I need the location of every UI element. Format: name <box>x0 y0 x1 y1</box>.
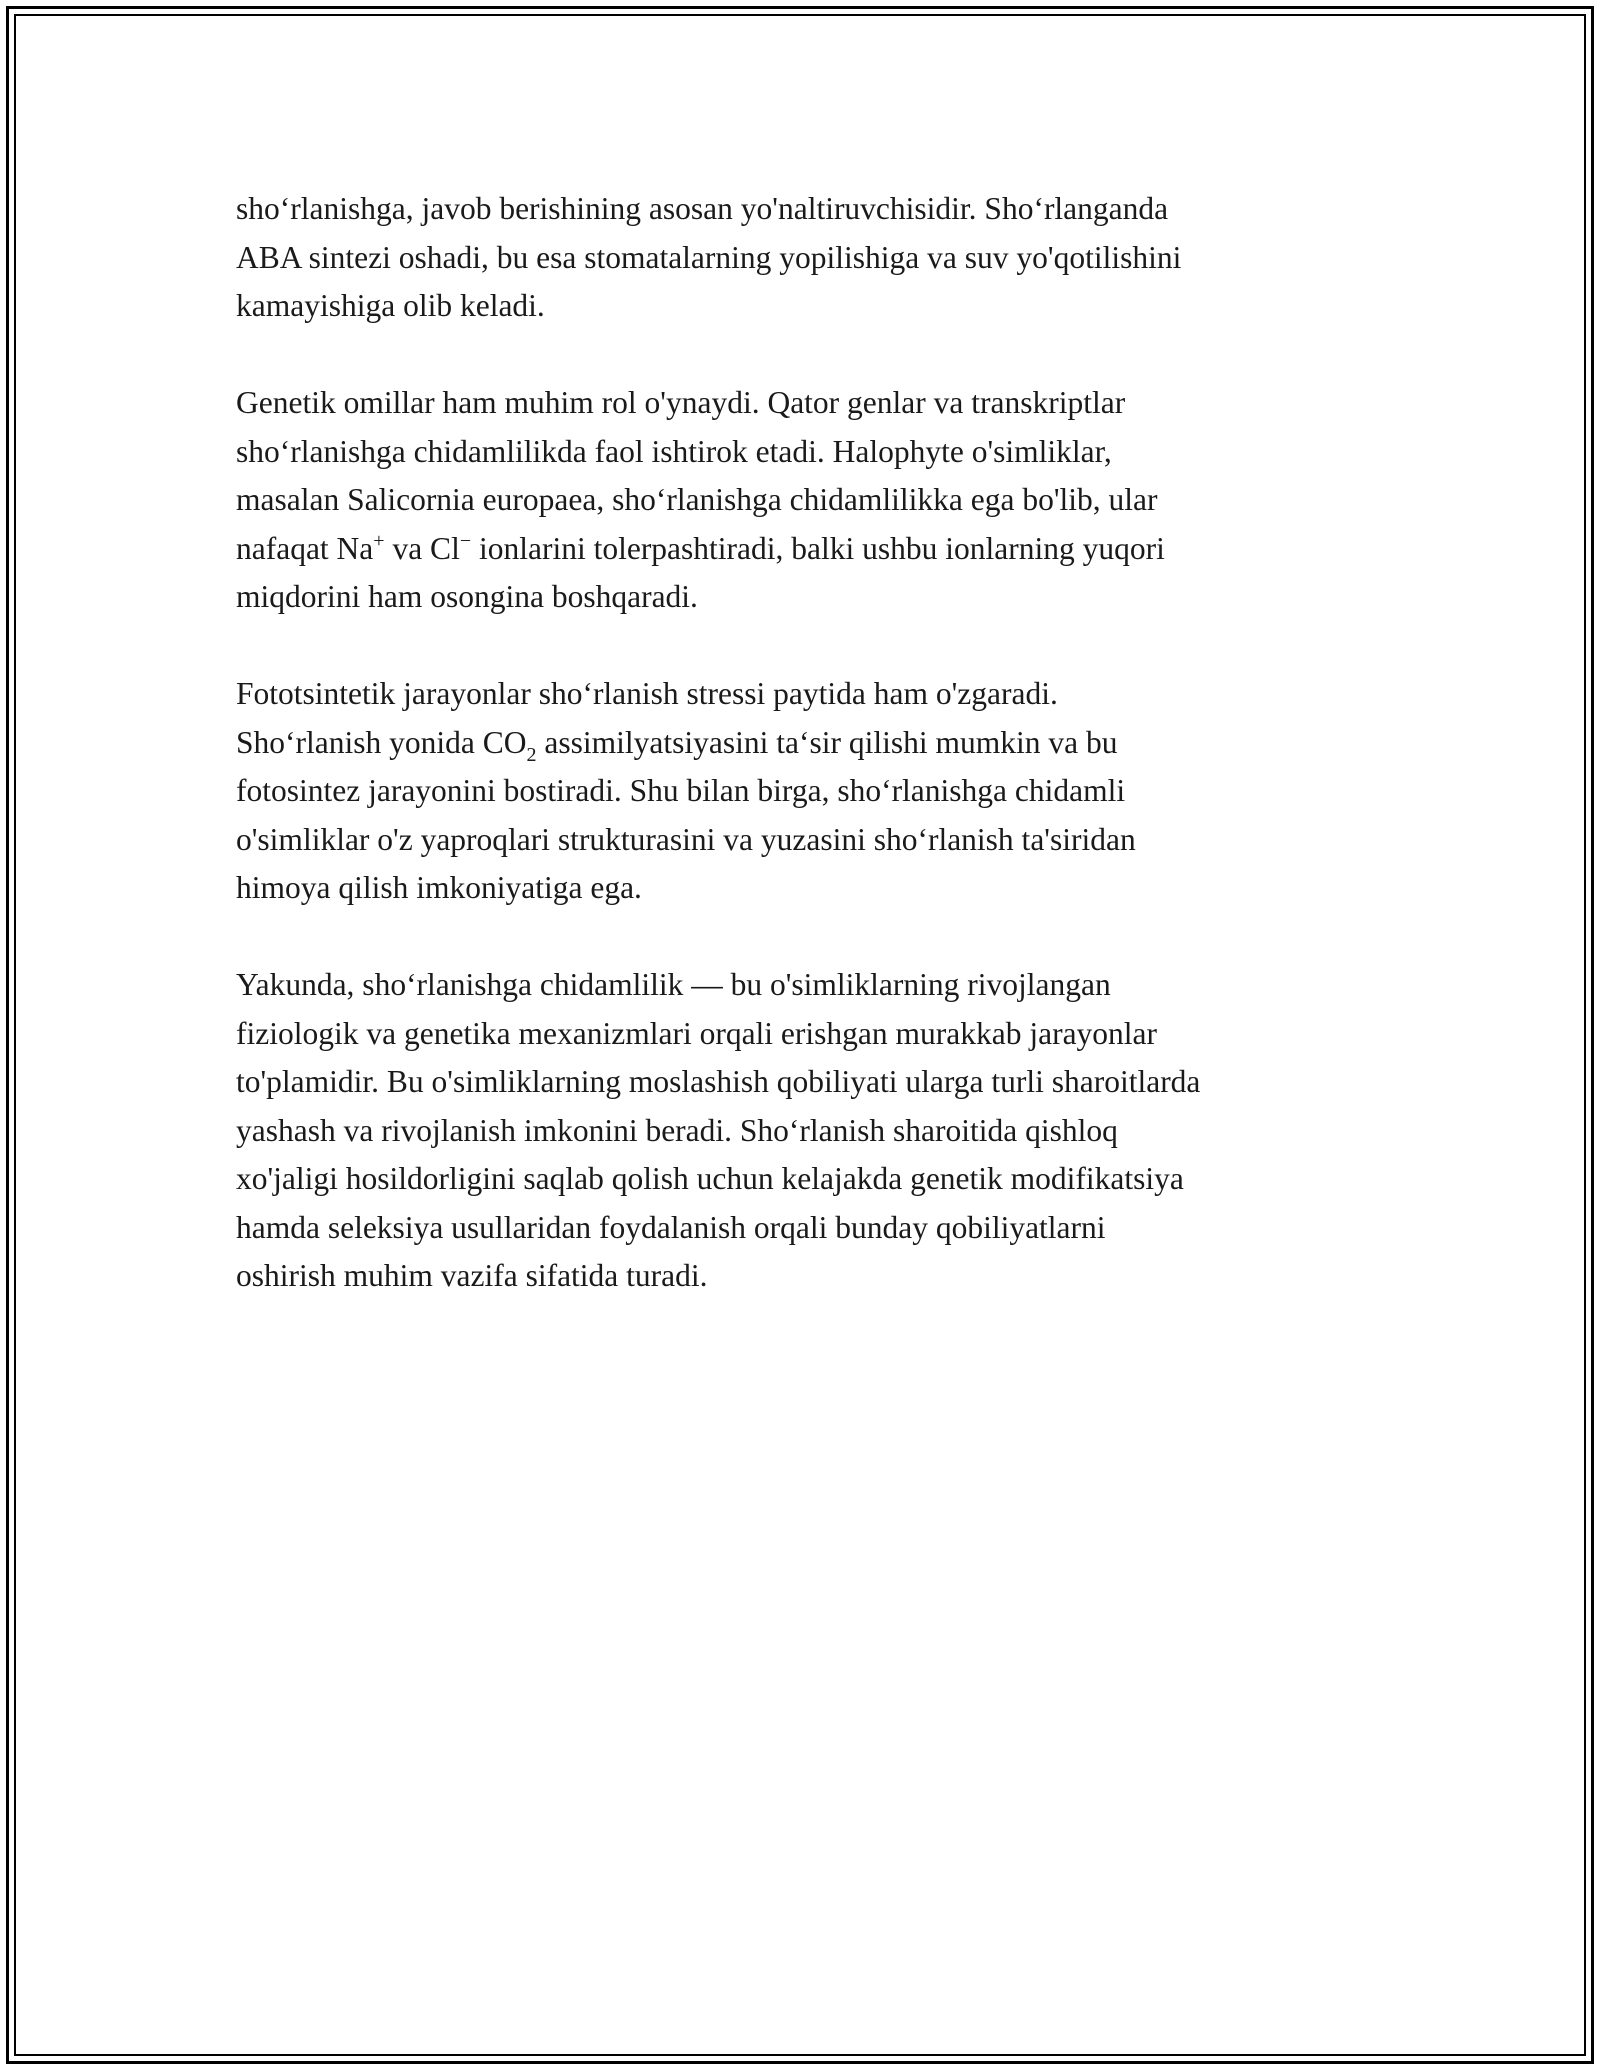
text-line: xo'jaligi hosildorligini saqlab qolish uchun kelajakda genetik modifikatsiya <box>236 1161 1184 1196</box>
text-line-ions <box>236 525 1396 574</box>
text-line: masalan Salicornia europaea, sho‘rlanishga chidamlilikka ega bo'lib, ular <box>236 482 1158 517</box>
text-line: himoya qilish imkoniyatiga ega. <box>236 870 642 905</box>
text-line: hamda seleksiya usullaridan foydalanish orqali bunday qobiliyatlarni <box>236 1209 1106 1245</box>
text-line: sho‘rlanishga, javob berishining asosan yo'naltiruvchisidir. Sho‘rlanganda <box>236 191 1169 226</box>
text-line: oshirish muhim vazifa sifatida turadi. <box>236 1258 708 1293</box>
paragraph-conclusion <box>236 961 1396 1301</box>
co2-text-pre: Sho‘rlanish yonida CO <box>236 724 527 760</box>
ion-text-mid: va Cl <box>384 530 460 566</box>
co2-text-post: assimilyatsiyasini ta‘sir qilishi mumkin va bu <box>536 724 1118 760</box>
text-line: ABA sintezi oshadi, bu esa stomatalarning yopilishiga va suv yo'qotilishini <box>236 239 1182 275</box>
text-line: Fototsintetik jarayonlar sho‘rlanish stressi paytida ham o'zgaradi. <box>236 676 1058 711</box>
text-line-co2 <box>236 719 1396 768</box>
text-line: Genetik omillar ham muhim rol o'ynaydi. Qator genlar va transkriptlar <box>236 385 1126 420</box>
text-line: fotosintez jarayonini bostiradi. Shu bilan birga, sho‘rlanishga chidamli <box>236 773 1126 808</box>
text-line: Yakunda, sho‘rlanishga chidamlilik — bu o'simliklarning rivojlangan <box>236 967 1111 1002</box>
co2-subscript: 2 <box>526 743 537 766</box>
chloride-charge: − <box>459 529 472 552</box>
document-body <box>236 185 1396 1349</box>
paragraph-genetic-factors <box>236 379 1396 622</box>
text-line: miqdorini ham osongina boshqaradi. <box>236 579 698 614</box>
paragraph-photosynthesis <box>236 670 1396 913</box>
paragraph-aba <box>236 185 1396 331</box>
ion-text-pre: nafaqat Na <box>236 530 374 566</box>
ion-text-post: ionlarini tolerpashtiradi, balki ushbu ionlarning yuqori <box>471 530 1165 566</box>
text-line: to'plamidir. Bu o'simliklarning moslashish qobiliyati ularga turli sharoitlarda <box>236 1064 1201 1099</box>
text-line: kamayishiga olib keladi. <box>236 288 545 323</box>
text-line: fiziologik va genetika mexanizmlari orqali erishgan murakkab jarayonlar <box>236 1015 1158 1051</box>
text-line: yashash va rivojlanish imkonini beradi. Sho‘rlanish sharoitida qishloq <box>236 1112 1118 1148</box>
text-line: o'simliklar o'z yaproqlari strukturasini va yuzasini sho‘rlanish ta'siridan <box>236 821 1136 857</box>
text-line: sho‘rlanishga chidamlilikda faol ishtirok etadi. Halophyte o'simliklar, <box>236 433 1112 469</box>
sodium-charge: + <box>373 529 385 552</box>
